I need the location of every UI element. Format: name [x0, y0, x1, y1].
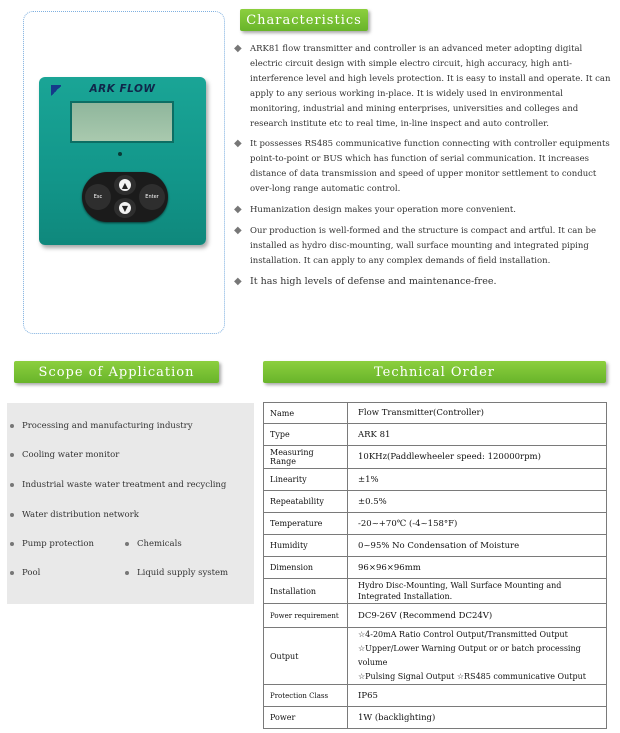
- enter-key: Enter: [139, 184, 165, 210]
- spec-key: Name: [264, 403, 348, 424]
- indicator-led: [118, 152, 122, 156]
- spec-value: ±1%: [348, 469, 607, 491]
- spec-value: [348, 628, 607, 685]
- diamond-bullet-icon: ◆: [234, 138, 242, 150]
- spec-key: Power: [264, 707, 348, 729]
- characteristic-item: ◆ It has high levels of defense and maintenance-free.: [234, 275, 612, 290]
- list-item: Pool: [10, 568, 40, 578]
- table-row: [264, 513, 607, 535]
- list-item: Industrial waste water treatment and recycling: [10, 480, 226, 490]
- list-item: Water distribution network: [10, 510, 139, 520]
- table-row: [264, 628, 607, 685]
- spec-key: Linearity: [264, 469, 348, 491]
- diamond-bullet-icon: ◆: [234, 224, 242, 236]
- spec-key: Measuring Range: [264, 446, 348, 469]
- spec-value: ±0.5%: [348, 491, 607, 513]
- arrow-up-icon: ▲: [119, 179, 131, 191]
- scope-heading: Scope of Application: [14, 361, 219, 383]
- keypad: [82, 172, 168, 222]
- table-row: [264, 604, 607, 628]
- output-line: ☆Upper/Lower Warning Output or or batch processing volume: [358, 644, 581, 667]
- spec-key: Installation: [264, 579, 348, 604]
- product-photo-panel: [23, 11, 225, 334]
- table-row: [264, 707, 607, 729]
- list-item: Liquid supply system: [125, 568, 228, 578]
- spec-value: ARK 81: [348, 424, 607, 446]
- device-logo: ARK FLOW: [89, 83, 156, 95]
- diamond-bullet-icon: ◆: [234, 43, 242, 54]
- table-row: [264, 579, 607, 604]
- bullet-dot-icon: [125, 542, 129, 546]
- list-item: Cooling water monitor: [10, 450, 119, 460]
- output-line: ☆Pulsing Signal Output ☆RS485 communicative Output: [358, 672, 586, 681]
- spec-key: Dimension: [264, 557, 348, 579]
- spec-key: Repeatability: [264, 491, 348, 513]
- bullet-dot-icon: [10, 424, 14, 428]
- spec-key: Humidity: [264, 535, 348, 557]
- characteristic-item: ◆ ARK81 flow transmitter and controller is an advanced meter adopting digital electric circuit design with simple electro circuit, high accuracy, high anti-interference level and high levels protection. It is easy to install and operate. It can apply to any serious working in-place. It is widely used in environmental monitoring, industrial and mining enterprises, universities and colleges and research institute etc to real time, in-line inspect and auto controller.: [234, 43, 611, 129]
- flow-transmitter-device-image: [39, 77, 206, 245]
- scope-panel: [7, 403, 254, 604]
- lcd-display: [70, 101, 174, 143]
- up-key: [114, 175, 136, 195]
- technical-table: [263, 402, 607, 729]
- spec-value: IP65: [348, 685, 607, 707]
- bullet-dot-icon: [10, 513, 14, 517]
- spec-value: 1W (backlighting): [348, 707, 607, 729]
- spec-value: DC9-26V (Recommend DC24V): [348, 604, 607, 628]
- arrow-down-icon: ▼: [119, 202, 131, 214]
- table-row: [264, 403, 607, 424]
- bullet-dot-icon: [10, 483, 14, 487]
- characteristics-heading: Characteristics: [240, 9, 368, 31]
- spec-key: Type: [264, 424, 348, 446]
- spec-key: Temperature: [264, 513, 348, 535]
- table-row: [264, 685, 607, 707]
- characteristics-list: [234, 42, 612, 296]
- spec-value: 10KHz(Paddlewheeler speed: 120000rpm): [348, 446, 607, 469]
- bullet-dot-icon: [125, 571, 129, 575]
- bullet-dot-icon: [10, 542, 14, 546]
- esc-key: Esc: [85, 184, 111, 210]
- characteristic-item: ◆ Humanization design makes your operation more convenient.: [234, 203, 612, 218]
- table-row: [264, 491, 607, 513]
- spec-key: Power requirement: [264, 604, 348, 628]
- table-row: [264, 469, 607, 491]
- table-row: [264, 535, 607, 557]
- bullet-dot-icon: [10, 453, 14, 457]
- spec-value: Hydro Disc-Mounting, Wall Surface Mounting and Integrated Installation.: [348, 579, 607, 604]
- diamond-bullet-icon: ◆: [234, 275, 242, 287]
- table-row: [264, 446, 607, 469]
- diamond-bullet-icon: ◆: [234, 204, 242, 216]
- bullet-dot-icon: [10, 571, 14, 575]
- list-item: Chemicals: [125, 539, 182, 549]
- down-key: [114, 198, 136, 218]
- spec-key: Protection Class: [264, 685, 348, 707]
- spec-value: Flow Transmitter(Controller): [348, 403, 607, 424]
- table-row: [264, 424, 607, 446]
- table-row: [264, 557, 607, 579]
- characteristic-item: ◆ Our production is well-formed and the structure is compact and artful. It can be installed as hydro disc-mounting, wall surface mounting and integrated piping installation. It can apply to any complex demands of field installation.: [234, 224, 596, 266]
- characteristic-item: ◆ It possesses RS485 communicative function connecting with controller equipments point-to-point or BUS which has function of serial communication. It increases distance of data transmission and speed of upper monitor settlement to conduct over-long range automatic control.: [234, 138, 610, 195]
- output-line: ☆4-20mA Ratio Control Output/Transmitted Output: [358, 630, 568, 639]
- spec-value: 96×96×96mm: [348, 557, 607, 579]
- spec-value: 0~95% No Condensation of Moisture: [348, 535, 607, 557]
- spec-key: Output: [264, 628, 348, 685]
- spec-value: -20~+70℃ (-4~158°F): [348, 513, 607, 535]
- technical-heading: Technical Order: [263, 361, 606, 383]
- list-item: Pump protection: [10, 539, 94, 549]
- list-item: Processing and manufacturing industry: [10, 421, 193, 431]
